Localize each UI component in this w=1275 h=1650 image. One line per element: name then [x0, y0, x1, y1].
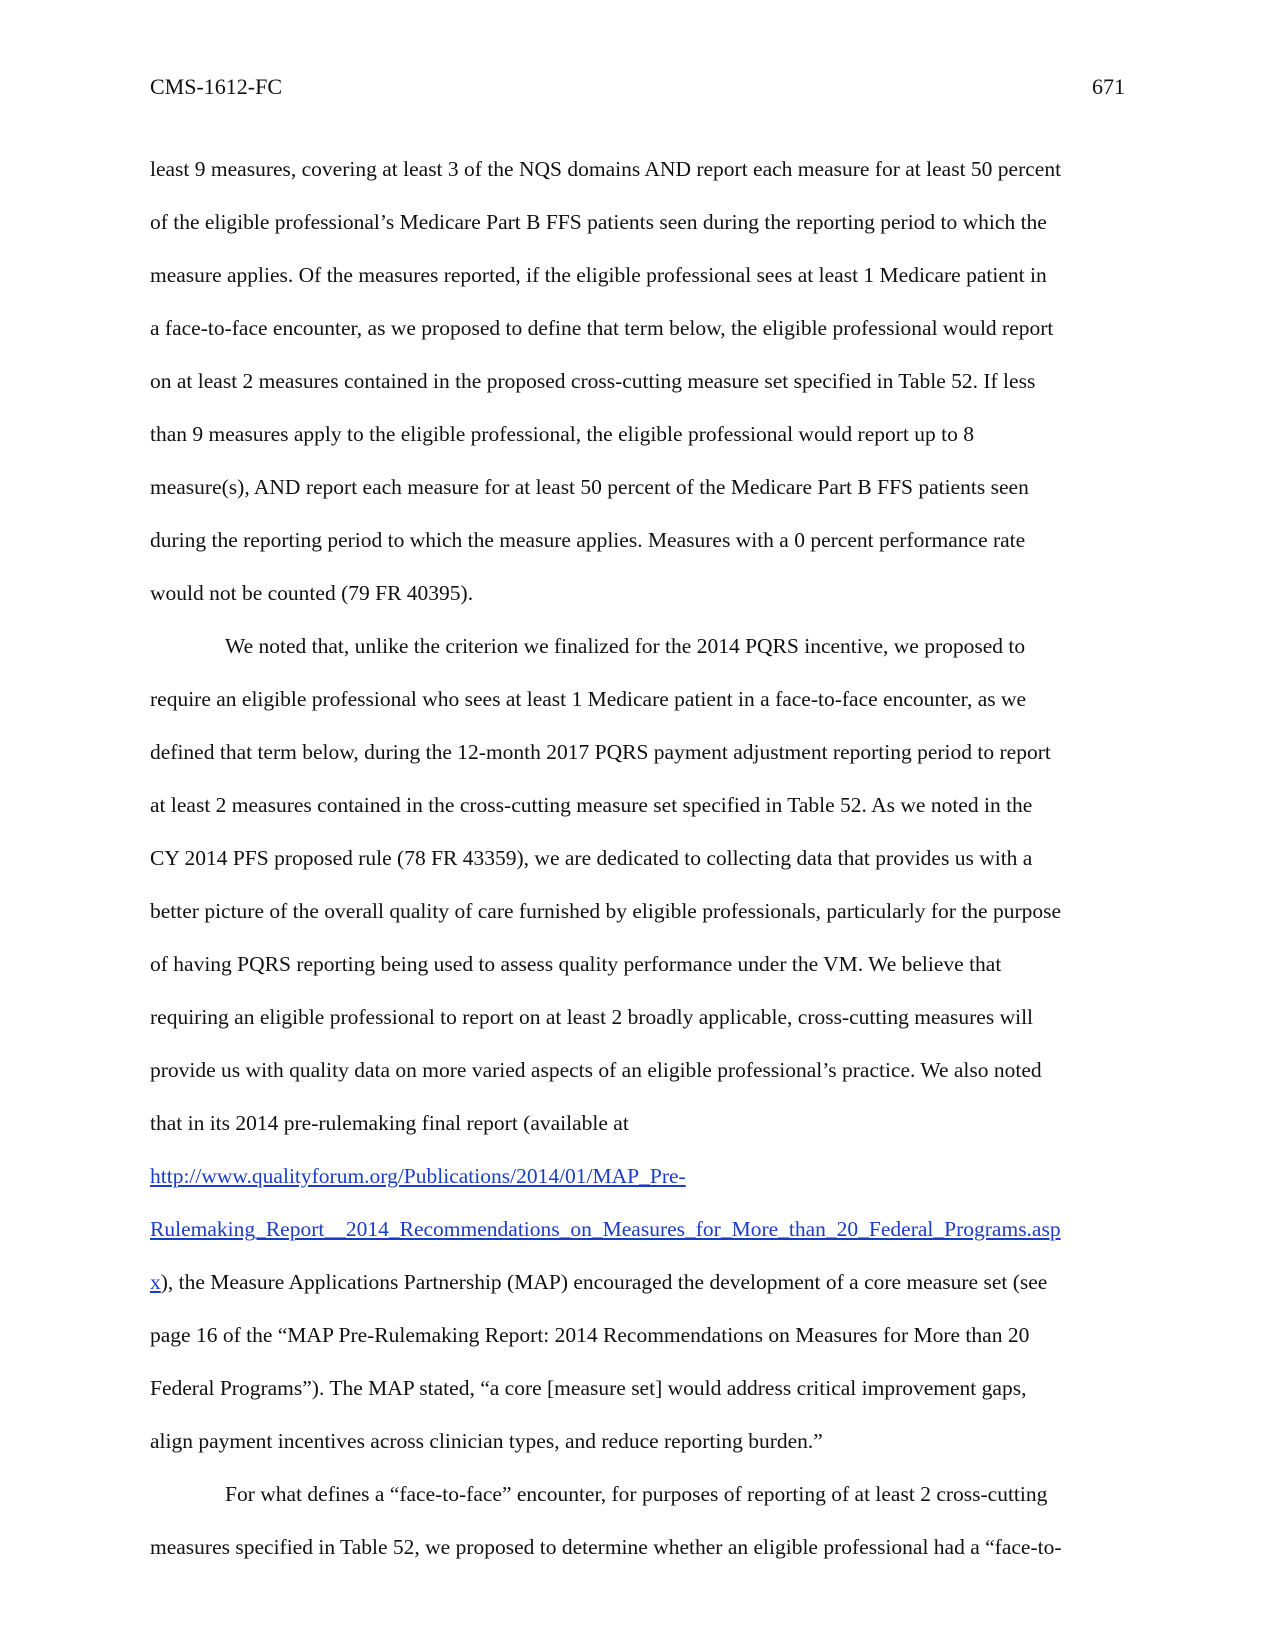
text-line	[150, 1203, 1134, 1256]
text-line	[150, 938, 1134, 991]
hyperlink[interactable]: http://www.qualityforum.org/Publications/2014/01/MAP_Pre-	[150, 1164, 686, 1188]
text-span: measure applies. Of the measures reported, if the eligible professional sees at least 1 Medicare patient in	[150, 263, 1047, 287]
text-line	[150, 1309, 1134, 1362]
text-span: of having PQRS reporting being used to assess quality performance under the VM. We believe that	[150, 952, 1002, 976]
body-text	[150, 143, 1134, 1574]
text-line	[150, 1362, 1134, 1415]
text-span: least 9 measures, covering at least 3 of the NQS domains AND report each measure for at least 50 percent	[150, 157, 1062, 181]
text-line	[150, 832, 1134, 885]
text-line	[150, 1044, 1134, 1097]
text-line	[150, 302, 1134, 355]
text-line	[150, 249, 1134, 302]
text-span: requiring an eligible professional to report on at least 2 broadly applicable, cross-cutting measures will	[150, 1005, 1034, 1029]
text-line	[150, 514, 1134, 567]
text-line	[150, 196, 1134, 249]
text-span: For what defines a “face-to-face” encounter, for purposes of reporting of at least 2 cross-cutting	[225, 1482, 1048, 1506]
text-line	[150, 620, 1134, 673]
text-span: measure(s), AND report each measure for at least 50 percent of the Medicare Part B FFS patients seen	[150, 475, 1029, 499]
text-line	[150, 461, 1134, 514]
text-line	[150, 673, 1134, 726]
text-line	[150, 355, 1134, 408]
text-span: on at least 2 measures contained in the proposed cross-cutting measure set specified in Table 52. If less	[150, 369, 1036, 393]
text-span: that in its 2014 pre-rulemaking final report (available at	[150, 1111, 629, 1135]
hyperlink[interactable]: Rulemaking_Report__2014_Recommendations_on_Measures_for_More_than_20_Federal_Programs.asp	[150, 1217, 1061, 1241]
text-span: of the eligible professional’s Medicare Part B FFS patients seen during the reporting period to which the	[150, 210, 1047, 234]
text-span: at least 2 measures contained in the cross-cutting measure set specified in Table 52. As we noted in the	[150, 793, 1033, 817]
text-line	[150, 567, 1134, 620]
text-span: require an eligible professional who sees at least 1 Medicare patient in a face-to-face encounter, as we	[150, 687, 1027, 711]
text-span: during the reporting period to which the measure applies. Measures with a 0 percent performance rate	[150, 528, 1026, 552]
text-span: defined that term below, during the 12-month 2017 PQRS payment adjustment reporting period to report	[150, 740, 1051, 764]
text-span: We noted that, unlike the criterion we finalized for the 2014 PQRS incentive, we proposed to	[225, 634, 1026, 658]
text-span: CY 2014 PFS proposed rule (78 FR 43359), we are dedicated to collecting data that provides us with a	[150, 846, 1033, 870]
text-span: measures specified in Table 52, we proposed to determine whether an eligible professional had a “face-to-	[150, 1535, 1062, 1559]
text-span: better picture of the overall quality of care furnished by eligible professionals, particularly for the purpose	[150, 899, 1062, 923]
page-number: 671	[1092, 74, 1125, 99]
text-span: provide us with quality data on more varied aspects of an eligible professional’s practice. We also noted	[150, 1058, 1042, 1082]
text-line	[150, 1521, 1134, 1574]
text-span: page 16 of the “MAP Pre-Rulemaking Report: 2014 Recommendations on Measures for More than 20	[150, 1323, 1030, 1347]
text-line	[150, 143, 1134, 196]
text-line	[150, 1097, 1134, 1150]
text-span: Federal Programs”). The MAP stated, “a core [measure set] would address critical improvement gaps,	[150, 1376, 1027, 1400]
text-span: align payment incentives across clinician types, and reduce reporting burden.”	[150, 1429, 823, 1453]
text-span: a face-to-face encounter, as we proposed to define that term below, the eligible professional would report	[150, 316, 1054, 340]
page-header	[150, 74, 1125, 106]
text-line	[150, 1256, 1134, 1309]
text-line	[150, 1150, 1134, 1203]
text-span: ), the Measure Applications Partnership (MAP) encouraged the development of a core measure set (see	[160, 1270, 1048, 1294]
hyperlink[interactable]: x	[150, 1270, 161, 1294]
text-line	[150, 779, 1134, 832]
document-id: CMS-1612-FC	[150, 74, 283, 99]
text-span: would not be counted (79 FR 40395).	[150, 581, 474, 605]
text-line	[150, 991, 1134, 1044]
text-span: than 9 measures apply to the eligible professional, the eligible professional would report up to 8	[150, 422, 974, 446]
text-line	[150, 726, 1134, 779]
text-line	[150, 1468, 1134, 1521]
text-line	[150, 1415, 1134, 1468]
text-line	[150, 885, 1134, 938]
text-line	[150, 408, 1134, 461]
